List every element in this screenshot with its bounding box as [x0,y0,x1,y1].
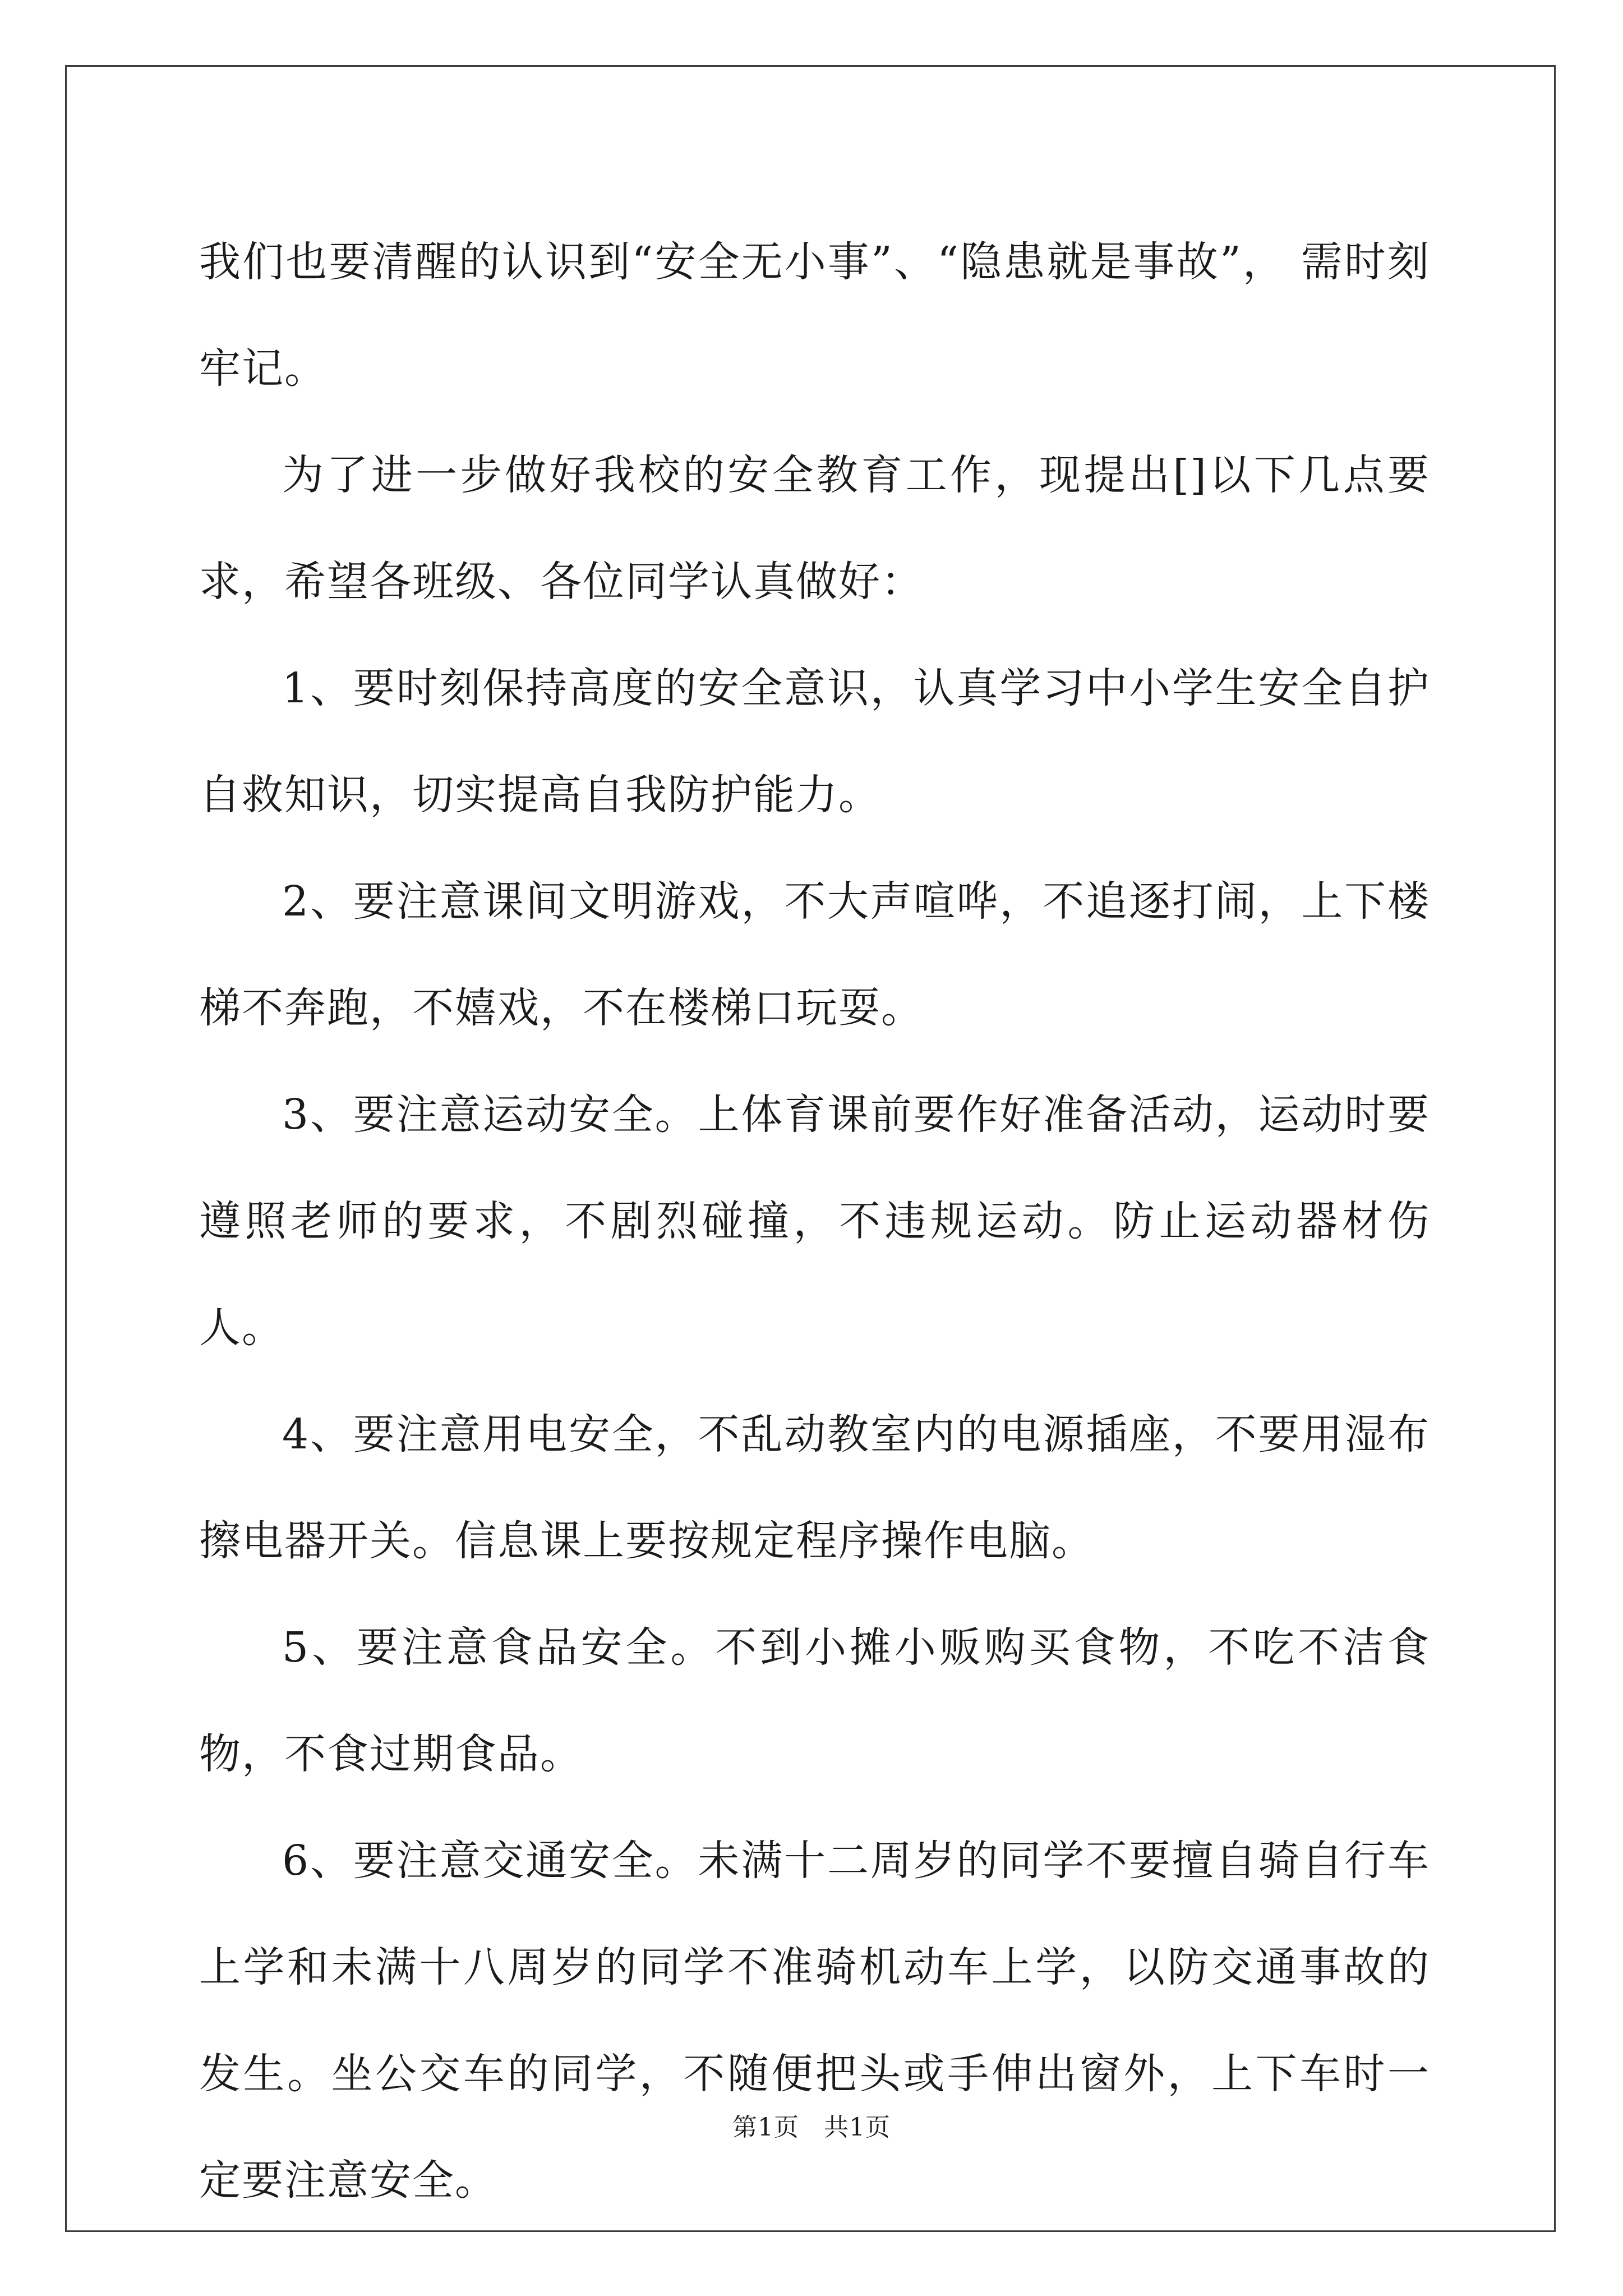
paragraph-8: 6、要注意交通安全。未满十二周岁的同学不要擅自骑自行车上学和未满十八周岁的同学不准骑机动车上学，以防交通事故的发生。坐公交车的同学，不随便把头或手伸出窗外，上下车时一定要注意安全。 [199,1837,1430,2205]
paragraph-1: 我们也要清醒的认识到“安全无小事”、“隐患就是事故”， 需时刻牢记。 [199,238,1430,393]
paragraph-4: 2、要注意课间文明游戏，不大声喧哗，不追逐打闹，上下楼梯不奔跑，不嬉戏，不在楼梯口玩耍。 [199,877,1430,1032]
page-number: 第1页 [732,2113,799,2142]
paragraph-5: 3、要注意运动安全。上体育课前要作好准备活动，运动时要遵照老师的要求，不剧烈碰撞，不违规运动。防止运动器材伤人。 [199,1091,1430,1352]
page-footer [0,2107,1623,2143]
paragraph-3: 1、要时刻保持高度的安全意识，认真学习中小学生安全自护自救知识，切实提高自我防护能力。 [199,664,1430,819]
paragraph-7: 5、要注意食品安全。不到小摊小贩购买食物，不吃不洁食物，不食过期食品。 [199,1623,1430,1778]
paragraph-2: 为了进一步做好我校的安全教育工作，现提出[]以下几点要求，希望各班级、各位同学认真做好： [199,451,1430,606]
page-total: 共1页 [824,2113,891,2142]
paragraph-6: 4、要注意用电安全，不乱动教室内的电源插座，不要用湿布擦电器开关。信息课上要按规定程序操作电脑。 [199,1410,1430,1565]
document-body [199,209,1430,2234]
